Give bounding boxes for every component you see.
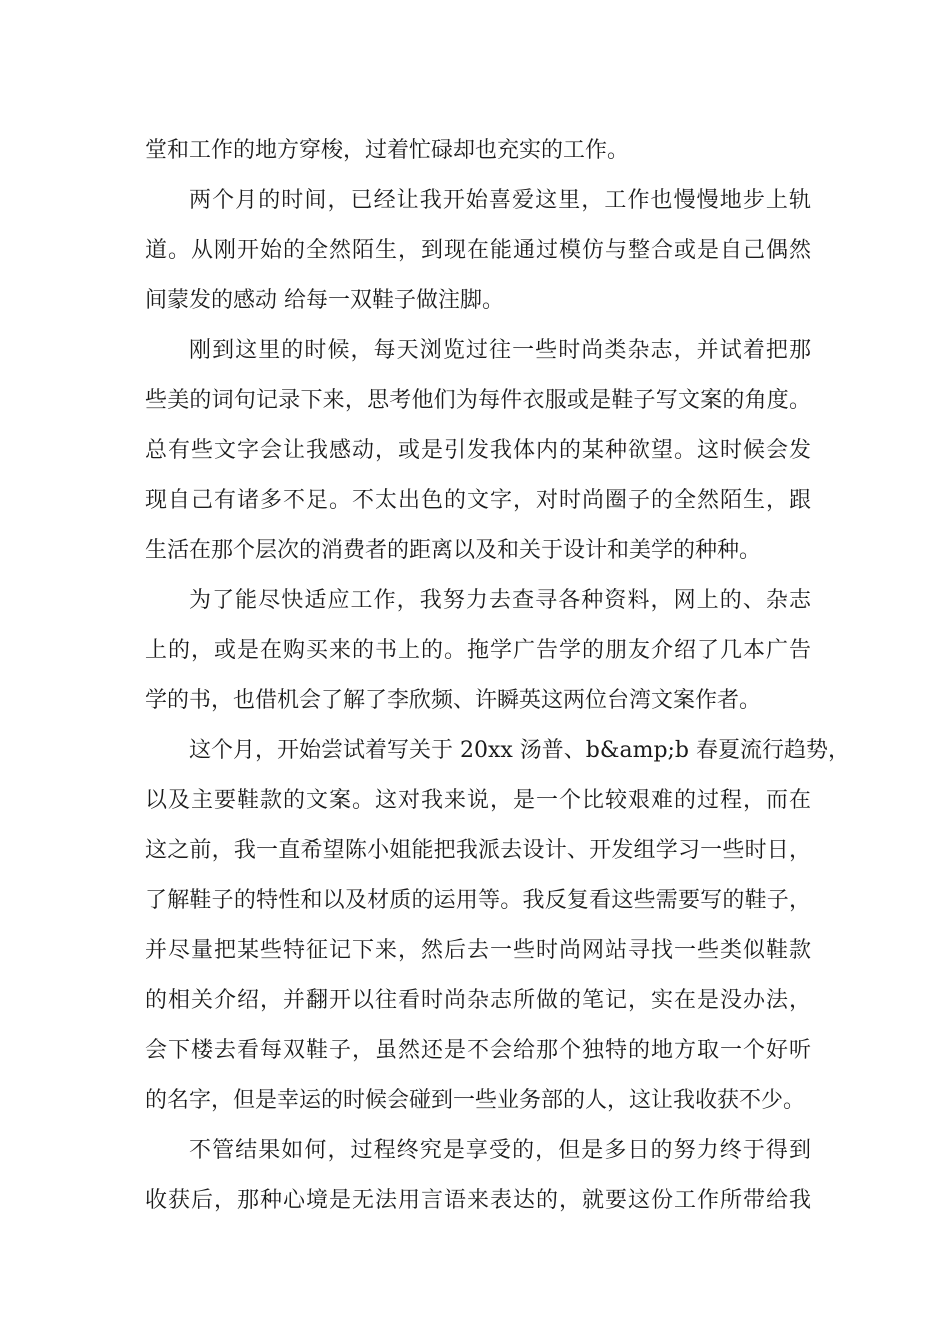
- paragraph-first-line: 为了能尽快适应工作，我努力去查寻各种资料，网上的、杂志: [189, 588, 811, 613]
- text-line: 上的，或是在购买来的书上的。拖学广告学的朋友介绍了几本广告: [145, 638, 811, 663]
- paragraph-first-line: 刚到这里的时候，每天浏览过往一些时尚类杂志，并试着把那: [189, 338, 811, 363]
- text-line: 道。从刚开始的全然陌生，到现在能通过模仿与整合或是自己偶然: [145, 238, 811, 263]
- text-line: 收获后，那种心境是无法用言语来表达的，就要这份工作所带给我: [145, 1188, 811, 1213]
- text-line: 现自己有诸多不足。不太出色的文字，对时尚圈子的全然陌生，跟: [145, 488, 811, 513]
- text-line: 生活在那个层次的消费者的距离以及和关于设计和美学的种种。: [145, 538, 762, 563]
- text-line: 并尽量把某些特征记下来，然后去一些时尚网站寻找一些类似鞋款: [145, 938, 811, 963]
- text-line: 了解鞋子的特性和以及材质的运用等。我反复看这些需要写的鞋子，: [145, 888, 811, 913]
- text-line: 这之前，我一直希望陈小姐能把我派去设计、开发组学习一些时日，: [145, 838, 811, 863]
- paragraph-first-line: 这个月，开始尝试着写关于 20xx 汤普、b&amp;b 春夏流行趋势，: [189, 738, 851, 763]
- text-line: 学的书，也借机会了解了李欣频、许瞬英这两位台湾文案作者。: [145, 688, 762, 713]
- text-line: 间蒙发的感动 给每一双鞋子做注脚。: [145, 288, 504, 313]
- document-body: [145, 126, 851, 1226]
- text-line: 的名字，但是幸运的时候会碰到一些业务部的人，这让我收获不少。: [145, 1088, 806, 1113]
- text-line: 总有些文字会让我感动，或是引发我体内的某种欲望。这时候会发: [145, 438, 811, 463]
- text-line: 的相关介绍，并翻开以往看时尚杂志所做的笔记，实在是没办法，: [145, 988, 811, 1013]
- text-line: 些美的词句记录下来，思考他们为每件衣服或是鞋子写文案的角度。: [145, 388, 811, 413]
- text-line: 堂和工作的地方穿梭，过着忙碌却也充实的工作。: [145, 138, 630, 163]
- text-line: 以及主要鞋款的文案。这对我来说，是一个比较艰难的过程，而在: [145, 788, 811, 813]
- text-line: 会下楼去看每双鞋子，虽然还是不会给那个独特的地方取一个好听: [145, 1038, 811, 1063]
- paragraph-first-line: 两个月的时间，已经让我开始喜爱这里，工作也慢慢地步上轨: [189, 188, 811, 213]
- paragraph-first-line: 不管结果如何，过程终究是享受的，但是多日的努力终于得到: [189, 1138, 811, 1163]
